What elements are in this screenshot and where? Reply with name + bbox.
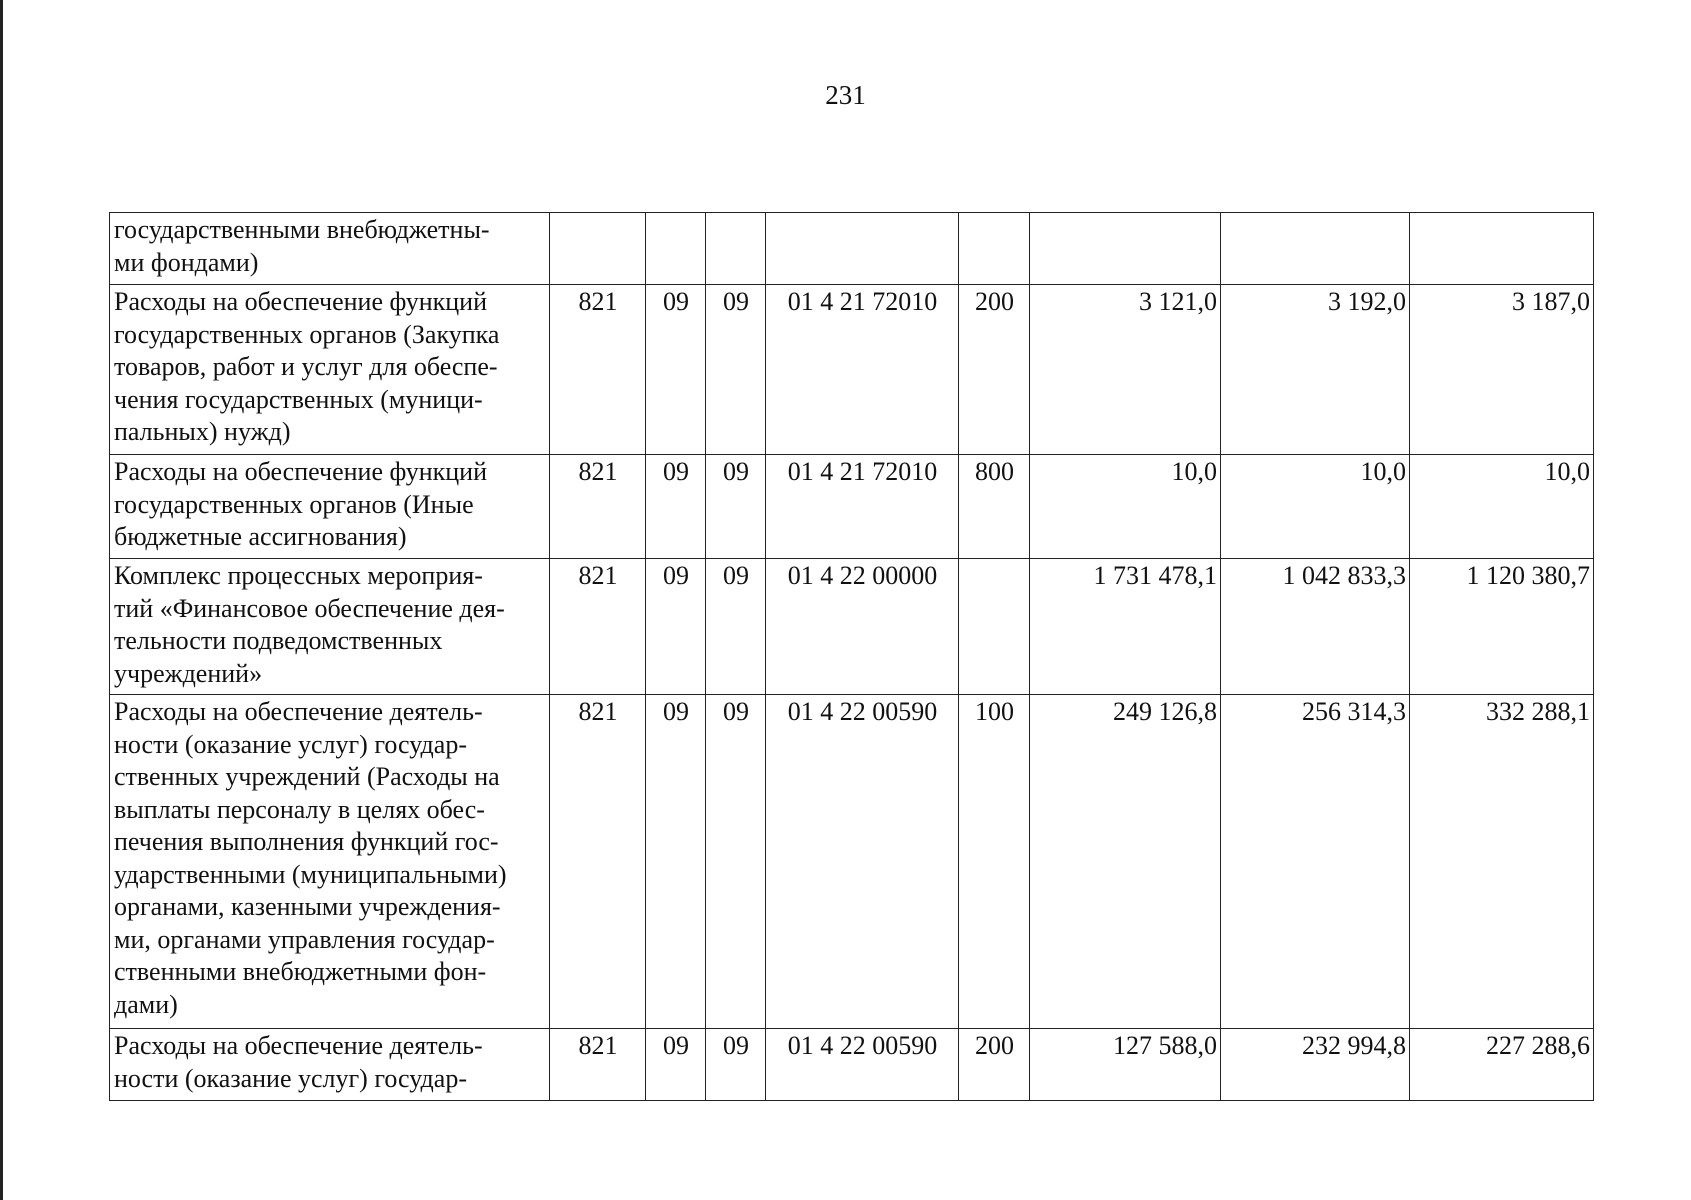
row-description: Расходы на обеспечение функций государственных органов (Иные бюджетные ассигнования) xyxy=(110,455,550,559)
table-row xyxy=(110,285,1594,455)
row-target-article: 01 4 22 00590 xyxy=(766,1029,959,1101)
row-amount-2: 1 042 833,3 xyxy=(1221,559,1410,695)
row-ministry-code xyxy=(550,213,646,285)
row-amount-1: 3 121,0 xyxy=(1030,285,1221,455)
row-expense-type: 800 xyxy=(959,455,1030,559)
row-description: Расходы на обеспечение функций государственных органов (Закупка товаров, работ и услуг для обеспе- чения государственных (муници- пальных) нужд) xyxy=(110,285,550,455)
table-row xyxy=(110,213,1594,285)
row-ministry-code: 821 xyxy=(550,285,646,455)
row-ministry-code: 821 xyxy=(550,1029,646,1101)
row-target-article: 01 4 21 72010 xyxy=(766,285,959,455)
row-section-code: 09 xyxy=(646,285,706,455)
row-amount-2: 3 192,0 xyxy=(1221,285,1410,455)
row-subsection-code: 09 xyxy=(706,285,766,455)
row-amount-3: 227 288,6 xyxy=(1410,1029,1594,1101)
row-amount-1: 1 731 478,1 xyxy=(1030,559,1221,695)
row-expense-type: 200 xyxy=(959,1029,1030,1101)
row-section-code xyxy=(646,213,706,285)
table-row xyxy=(110,1029,1594,1101)
row-section-code: 09 xyxy=(646,455,706,559)
row-amount-3 xyxy=(1410,213,1594,285)
row-expense-type xyxy=(959,559,1030,695)
row-amount-1 xyxy=(1030,213,1221,285)
row-section-code: 09 xyxy=(646,1029,706,1101)
row-subsection-code: 09 xyxy=(706,1029,766,1101)
row-target-article: 01 4 21 72010 xyxy=(766,455,959,559)
row-subsection-code: 09 xyxy=(706,695,766,1029)
row-section-code: 09 xyxy=(646,559,706,695)
row-ministry-code: 821 xyxy=(550,695,646,1029)
scan-edge-line xyxy=(0,0,3,1200)
row-description: Расходы на обеспечение деятель- ности (оказание услуг) государ- xyxy=(110,1029,550,1101)
row-subsection-code xyxy=(706,213,766,285)
table-row xyxy=(110,695,1594,1029)
row-expense-type: 100 xyxy=(959,695,1030,1029)
row-section-code: 09 xyxy=(646,695,706,1029)
row-amount-2: 232 994,8 xyxy=(1221,1029,1410,1101)
row-amount-1: 249 126,8 xyxy=(1030,695,1221,1029)
row-amount-1: 10,0 xyxy=(1030,455,1221,559)
row-description: Расходы на обеспечение деятель- ности (оказание услуг) государ- ственных учреждений (Расходы на выплаты персоналу в целях обес- печения выполнения функций гос- ударственными (муниципальными) органами, казенными учреждения- ми, органами управления государ- ственными внебюджетными фон- дами) xyxy=(110,695,550,1029)
row-expense-type: 200 xyxy=(959,285,1030,455)
row-ministry-code: 821 xyxy=(550,559,646,695)
row-amount-3: 1 120 380,7 xyxy=(1410,559,1594,695)
row-description: государственными внебюджетны- ми фондами) xyxy=(110,213,550,285)
row-target-article xyxy=(766,213,959,285)
table-row xyxy=(110,559,1594,695)
row-target-article: 01 4 22 00590 xyxy=(766,695,959,1029)
row-amount-2 xyxy=(1221,213,1410,285)
row-amount-3: 332 288,1 xyxy=(1410,695,1594,1029)
page-number: 231 xyxy=(825,80,866,110)
row-description: Комплекс процессных мероприя- тий «Финансовое обеспечение дея- тельности подведомственных учреждений» xyxy=(110,559,550,695)
row-subsection-code: 09 xyxy=(706,559,766,695)
row-expense-type xyxy=(959,213,1030,285)
row-target-article: 01 4 22 00000 xyxy=(766,559,959,695)
row-amount-3: 3 187,0 xyxy=(1410,285,1594,455)
row-amount-2: 256 314,3 xyxy=(1221,695,1410,1029)
row-amount-2: 10,0 xyxy=(1221,455,1410,559)
table-row xyxy=(110,455,1594,559)
row-subsection-code: 09 xyxy=(706,455,766,559)
row-ministry-code: 821 xyxy=(550,455,646,559)
budget-table xyxy=(109,212,1594,1101)
row-amount-1: 127 588,0 xyxy=(1030,1029,1221,1101)
row-amount-3: 10,0 xyxy=(1410,455,1594,559)
